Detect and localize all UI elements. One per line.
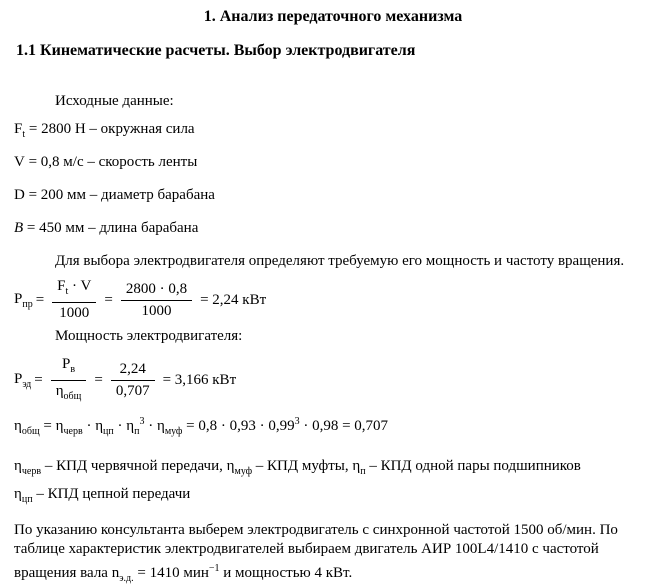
exponent: 3 [294,416,300,427]
given-description: = 0,8 м/с – скорость ленты [24,154,198,170]
variable-base: η [14,418,22,434]
variable-subscript: цп [21,494,33,505]
variable-subscript: общ [21,426,40,437]
variable-base: F [14,121,23,137]
legend-text: – КПД одной пары подшипников [365,458,581,474]
exponent: −1 [208,563,220,574]
given-line-force [14,120,652,144]
section-heading: 1.1 Кинематические расчеты. Выбор электродвигателя [16,42,416,59]
formula-lhs [14,291,33,310]
variable-symbol [14,154,25,170]
variable-base: V [14,154,25,170]
legend-text: – КПД муфты, [252,458,353,474]
given-line-diameter [14,186,652,210]
conclusion-text: По указанию консультанта выберем электродвигатель с синхронной частотой 1500 об/мин. По таблице характеристик электродвигателей выбираем двигатель АИР 100L4/1410 с частотой вращения вала n [14,522,618,581]
multiply-dot: · [144,418,157,434]
fraction-denominator [51,381,87,406]
variable-base: P [14,371,23,387]
variable-subscript: э.д. [119,573,134,584]
formula-motor-power [14,355,652,406]
formula-result: = 3,166 кВт [162,372,237,388]
fraction-symbolic [51,355,87,406]
variable-subscript: муф [164,426,183,437]
equals-sign: = [34,372,43,388]
variable-symbol [14,121,26,140]
initial-data-label: Исходные данные: [55,93,174,109]
fraction-denominator: 1000 [59,305,90,321]
variable-subscript: п [360,466,366,477]
variable-subscript: пр [22,298,33,310]
legend-text: – КПД червячной передачи, [41,458,227,474]
variable-subscript: эд [22,379,32,390]
motor-power-label: Мощность электродвигателя: [55,328,243,344]
variable-subscript: п [134,426,140,437]
variable-subscript: черв [63,426,83,437]
given-line-length [14,219,652,243]
variable-superscript: 3 [139,416,145,427]
equals-sign: = [39,418,56,434]
conclusion-text: = 1410 мин [133,565,209,581]
variable-symbol [14,220,23,236]
given-description: = 200 мм – диаметр барабана [24,187,215,203]
variable-subscript: общ [63,391,82,402]
variable-subscript: t [65,286,69,297]
fraction-denominator: 1000 [141,302,172,319]
variable-subscript: черв [21,466,42,477]
equals-sign: = [35,291,45,308]
fraction-numerator [52,277,96,303]
variable-base: η [14,486,22,502]
variable-base: B [14,220,24,236]
document-title: 1. Анализ передаточного механизма [203,8,463,25]
given-description: = 450 мм – длина барабана [23,220,199,236]
equals-sign: = [104,291,113,308]
conclusion-paragraph [14,521,652,588]
variable-base: η [156,418,165,434]
variable-symbol [14,187,25,203]
variable-subscript: в [70,364,76,375]
fraction-denominator: 0,707 [115,383,150,399]
numerator-rest: · V [68,278,92,294]
variable-base: η [14,458,22,474]
variable-subscript: цп [103,426,114,437]
given-line-speed [14,153,652,177]
formula-efficiency-total [14,412,652,441]
legend-text: – КПД цепной передачи [32,486,191,502]
variable-base: η [55,383,64,399]
formula-required-power [14,277,652,323]
formula-rhs: = 0,8 · 0,93 · 0,99 [182,418,295,434]
variable-subscript: t [22,129,26,140]
conclusion-text: и мощностью 4 кВт. [219,565,353,581]
efficiency-legend-line-2 [14,485,652,509]
variable-base: η [352,458,361,474]
formula-result: = 2,24 кВт [200,291,267,308]
variable-base: η [55,418,64,434]
fraction-symbolic [52,277,96,323]
fraction-numerator: 2,24 [111,360,155,381]
formula-lhs [14,371,31,390]
fraction-numerator [51,355,87,381]
formula-result: · 0,98 = 0,707 [299,418,389,434]
variable-base: D [14,187,25,203]
variable-base: η [126,418,135,434]
variable-base: F [57,278,66,294]
power-intro-paragraph: Для выбора электродвигателя определяют требуемую его мощность и частоту вращения. [55,253,625,269]
variable-base: η [95,418,104,434]
fraction-numeric [121,280,192,321]
variable-base: P [61,356,71,372]
fraction-numeric [111,360,155,401]
variable-base: P [14,290,23,307]
equals-sign: = [94,372,103,388]
variable-subscript: муф [234,466,253,477]
efficiency-legend-line-1 [14,457,652,481]
variable-base: η [226,458,235,474]
multiply-dot: · [82,418,96,434]
fraction-numerator: 2800 · 0,8 [121,280,192,301]
given-description: = 2800 Н – окружная сила [25,121,195,137]
multiply-dot: · [113,418,127,434]
